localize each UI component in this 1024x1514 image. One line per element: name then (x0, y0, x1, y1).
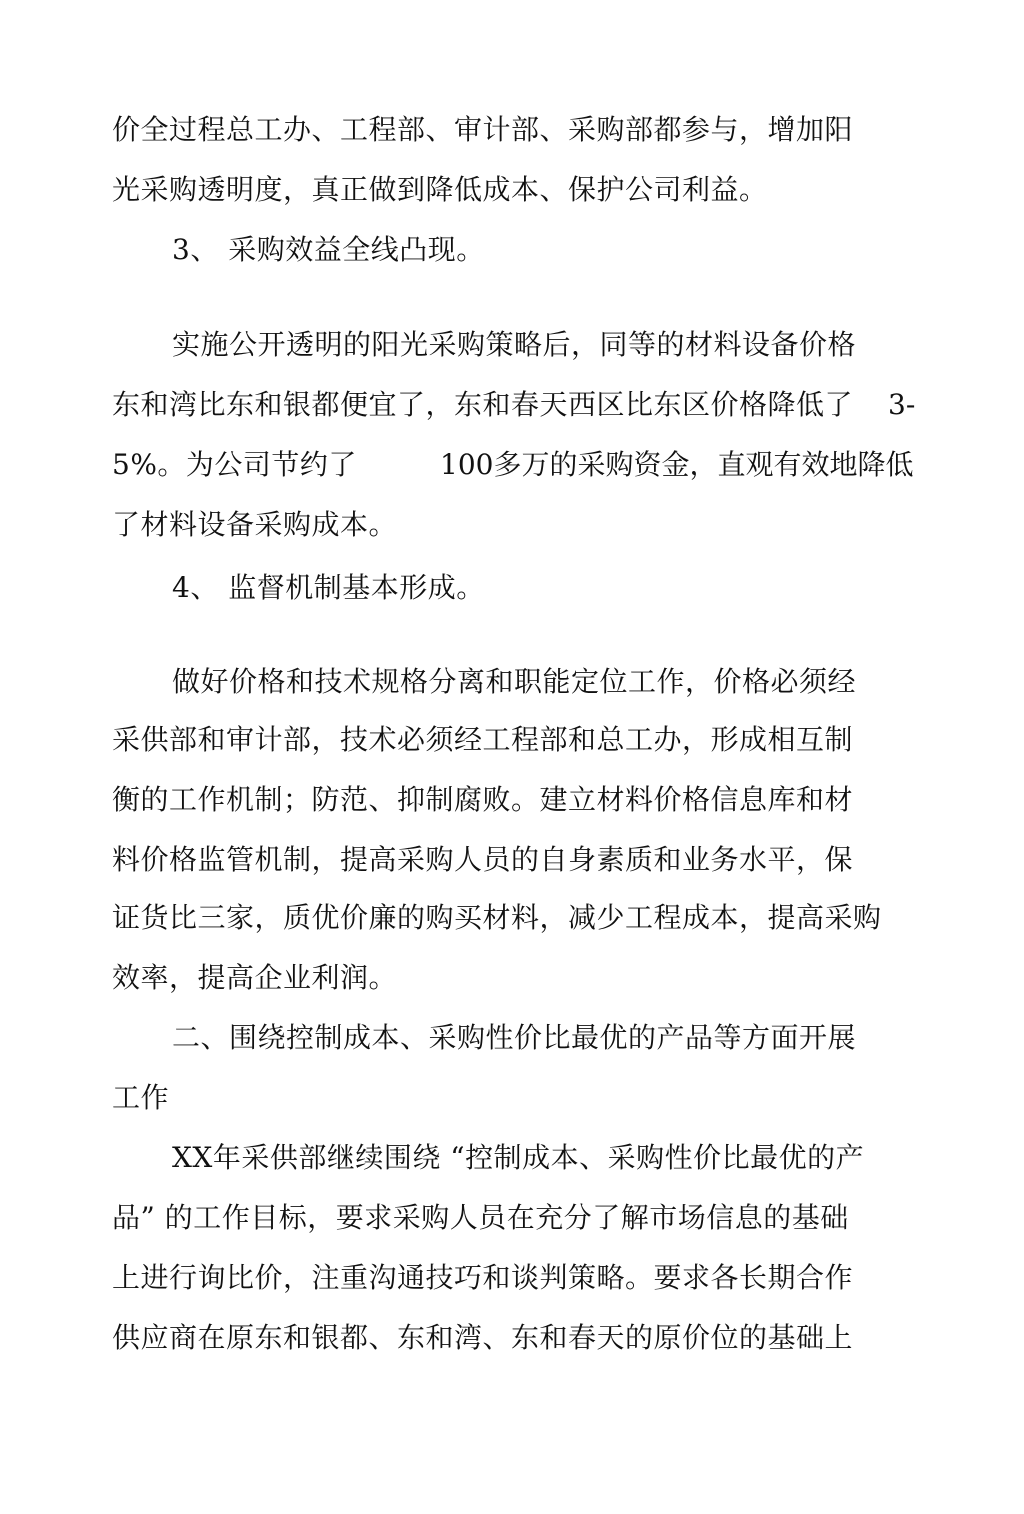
paragraph-line: 衡的工作机制；防范、抑制腐败。建立材料价格信息库和材 (112, 783, 854, 816)
paragraph-line-fragment: 3- (888, 388, 916, 421)
paragraph-line: XX年采供部继续围绕 “控制成本、采购性价比最优的产 (172, 1141, 865, 1174)
paragraph-line: 上进行询比价，注重沟通技巧和谈判策略。要求各长期合作 (112, 1261, 854, 1294)
section-heading-4: 4、 监督机制基本形成。 (172, 571, 485, 604)
paragraph-line: 东和湾比东和银都便宜了，东和春天西区比东区价格降低了 (112, 388, 854, 421)
paragraph-line-fragment: 100多万的采购资金，直观有效地降低 (440, 448, 914, 481)
paragraph-line: 效率，提高企业利润。 (112, 961, 398, 994)
section-heading-3: 3、 采购效益全线凸现。 (172, 233, 485, 266)
paragraph-line: 料价格监管机制，提高采购人员的自身素质和业务水平，保 (112, 843, 854, 876)
section-heading-2-cont: 工作 (112, 1081, 170, 1114)
paragraph-line: 价全过程总工办、工程部、审计部、采购部都参与，增加阳 (112, 113, 854, 146)
section-heading-2: 二、围绕控制成本、采购性价比最优的产品等方面开展 (172, 1021, 857, 1054)
paragraph-line: 做好价格和技术规格分离和职能定位工作，价格必须经 (172, 665, 857, 698)
paragraph-line: 证货比三家，质优价廉的购买材料，减少工程成本，提高采购 (112, 901, 882, 934)
paragraph-line: 采供部和审计部，技术必须经工程部和总工办，形成相互制 (112, 723, 854, 756)
paragraph-line: 实施公开透明的阳光采购策略后，同等的材料设备价格 (172, 328, 857, 361)
paragraph-line: 供应商在原东和银都、东和湾、东和春天的原价位的基础上 (112, 1321, 854, 1354)
paragraph-line: 品” 的工作目标，要求采购人员在充分了解市场信息的基础 (112, 1201, 849, 1234)
paragraph-line: 5%。为公司节约了 (112, 448, 357, 481)
paragraph-line: 光采购透明度，真正做到降低成本、保护公司利益。 (112, 173, 768, 206)
paragraph-line: 了材料设备采购成本。 (112, 508, 398, 541)
